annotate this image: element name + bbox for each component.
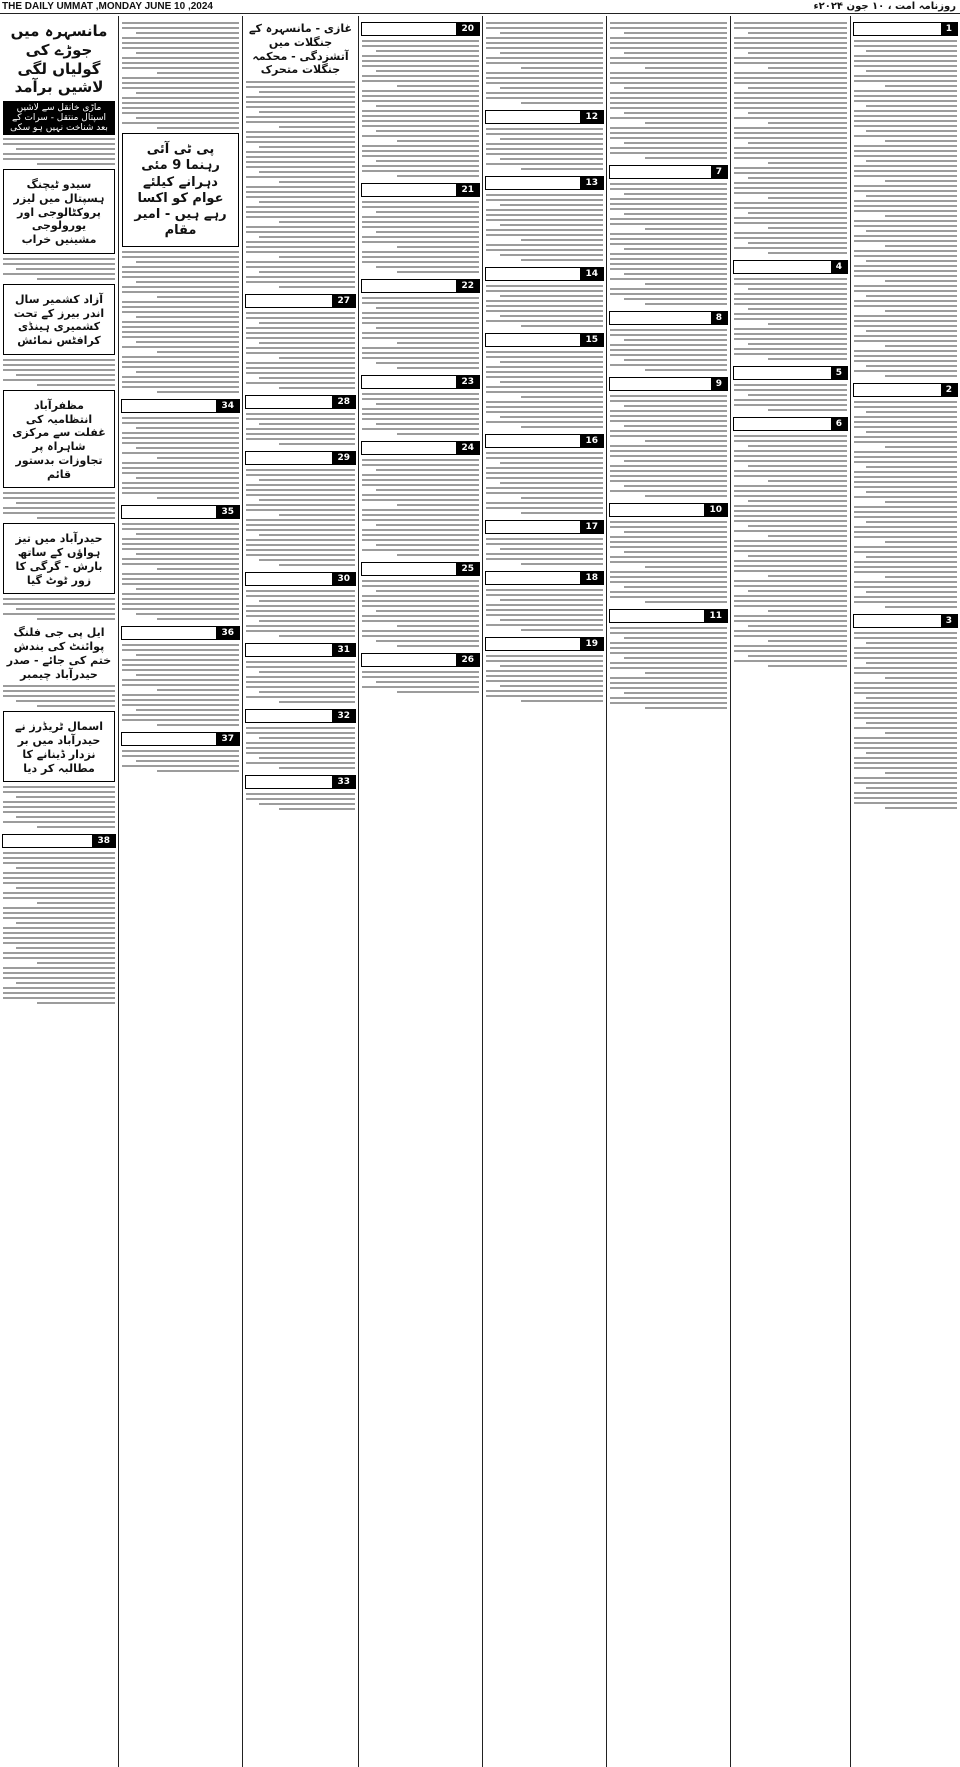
story-text bbox=[610, 395, 727, 497]
notice-number: 19 bbox=[580, 638, 603, 650]
notice-number: 38 bbox=[92, 835, 115, 847]
notice-number: 21 bbox=[456, 184, 479, 196]
story-text bbox=[3, 852, 115, 1004]
headline-hyderabad-rain: حیدرآباد میں تیز ہواؤں کے ساتھ بارش - گرگی کا زور ٹوٹ گیا bbox=[15, 532, 103, 587]
notice-tag bbox=[733, 260, 848, 274]
notice-tag bbox=[485, 434, 604, 448]
notice-number: 34 bbox=[216, 400, 239, 412]
notice-tag bbox=[121, 505, 240, 519]
notice-tag bbox=[361, 653, 480, 667]
headline-mansehra: مانسہرہ میں جوڑے کی گولیاں لگی لاشیں برآمد bbox=[10, 22, 108, 97]
story-text bbox=[486, 194, 603, 261]
notice-number: 36 bbox=[216, 627, 239, 639]
notice-tag bbox=[609, 311, 728, 325]
notice-tag bbox=[485, 110, 604, 124]
notice-tag bbox=[121, 399, 240, 413]
headline-saidu: سیدو ٹیچنگ ہسپتال میں لیزر پروکٹالوجی اور یورولوجی مشینیں خراب bbox=[13, 178, 105, 246]
notice-number: 22 bbox=[456, 280, 479, 292]
story-text bbox=[122, 750, 239, 772]
story-text bbox=[486, 128, 603, 170]
story-text bbox=[3, 359, 115, 386]
story-text bbox=[486, 285, 603, 327]
story-text bbox=[734, 435, 847, 667]
story-text bbox=[854, 401, 957, 608]
story-text bbox=[486, 22, 603, 104]
notice-number: 1 bbox=[941, 23, 957, 35]
story-text bbox=[362, 297, 479, 369]
notice-tag bbox=[485, 176, 604, 190]
notice-number: 11 bbox=[704, 610, 727, 622]
masthead-english: THE DAILY UMMAT ,MONDAY JUNE 10 ,2024 bbox=[2, 1, 213, 12]
story-text bbox=[246, 793, 355, 810]
notice-tag bbox=[2, 834, 116, 848]
newspaper-page bbox=[0, 16, 960, 1767]
notice-number: 13 bbox=[580, 177, 603, 189]
headline-ghazi: غازی - مانسہرہ کے جنگلات میں آتشزدگی - محکمہ جنگلات متحرک bbox=[249, 22, 352, 77]
notice-number: 33 bbox=[332, 776, 355, 788]
story-text bbox=[362, 201, 479, 273]
column-4 bbox=[482, 16, 606, 1767]
notice-tag bbox=[245, 395, 356, 409]
notice-tag bbox=[361, 562, 480, 576]
headline-box-traders bbox=[3, 711, 115, 782]
notice-tag bbox=[853, 22, 958, 36]
story-text bbox=[486, 538, 603, 565]
story-text bbox=[246, 469, 355, 566]
story-text bbox=[362, 40, 479, 177]
headline-box-muzaffarabad bbox=[3, 390, 115, 489]
story-text bbox=[486, 351, 603, 428]
notice-tag bbox=[733, 366, 848, 380]
notice-number: 30 bbox=[332, 573, 355, 585]
notice-tag bbox=[609, 165, 728, 179]
notice-number: 29 bbox=[332, 452, 355, 464]
notice-number: 14 bbox=[580, 268, 603, 280]
notice-tag bbox=[609, 609, 728, 623]
column-3 bbox=[606, 16, 730, 1767]
story-text bbox=[610, 22, 727, 159]
story-text bbox=[246, 727, 355, 769]
story-text bbox=[246, 81, 355, 288]
notice-number: 4 bbox=[831, 261, 847, 273]
notice-number: 5 bbox=[831, 367, 847, 379]
masthead bbox=[0, 0, 960, 14]
story-text bbox=[122, 22, 239, 129]
notice-number: 15 bbox=[580, 334, 603, 346]
notice-tag bbox=[853, 383, 958, 397]
story-text bbox=[486, 452, 603, 514]
notice-number: 20 bbox=[456, 23, 479, 35]
notice-number: 7 bbox=[711, 166, 727, 178]
notice-number: 9 bbox=[711, 378, 727, 390]
notice-tag bbox=[245, 643, 356, 657]
column-5 bbox=[358, 16, 482, 1767]
column-headlines bbox=[0, 16, 118, 1767]
notice-number: 23 bbox=[456, 376, 479, 388]
notice-number: 31 bbox=[332, 644, 355, 656]
masthead-urdu: روزنامہ امت ، ۱۰ جون ۲۰۲۴ء bbox=[813, 1, 956, 12]
column-2 bbox=[730, 16, 850, 1767]
notice-tag bbox=[121, 626, 240, 640]
headline-mansehra-sub: ماڑی خانقل سے لاشیں اسپتال منتقل - سرات کے بعد شناخت نہیں ہو سکی bbox=[3, 101, 115, 135]
story-text bbox=[122, 417, 239, 499]
notice-number: 25 bbox=[456, 563, 479, 575]
story-text bbox=[122, 523, 239, 620]
story-text bbox=[610, 627, 727, 709]
story-text bbox=[362, 393, 479, 435]
notice-number: 2 bbox=[941, 384, 957, 396]
notice-tag bbox=[609, 377, 728, 391]
notice-tag bbox=[361, 441, 480, 455]
notice-tag bbox=[609, 503, 728, 517]
headline-muzaffarabad: مظفرآباد انتظامیہ کی غفلت سے مرکزی شاہراہ پر تجاوزات بدستور قائم bbox=[12, 398, 106, 481]
notice-tag bbox=[245, 572, 356, 586]
story-text bbox=[610, 183, 727, 305]
story-text bbox=[610, 521, 727, 603]
headline-lpg: ایل پی جی فلنگ پوائنٹ کی بندش ختم کی جائے - صدر حیدرآباد چیمبر bbox=[6, 626, 112, 681]
notice-number: 26 bbox=[456, 654, 479, 666]
story-text bbox=[246, 312, 355, 389]
story-text bbox=[362, 459, 479, 556]
notice-number: 35 bbox=[216, 506, 239, 518]
notice-number: 32 bbox=[332, 710, 355, 722]
notice-number: 24 bbox=[456, 442, 479, 454]
notice-number: 18 bbox=[580, 572, 603, 584]
headline-ajk: آزاد کشمیر سال اندر بیرز کے تحت کشمیری ہینڈی کرافٹس نمائش bbox=[13, 292, 105, 347]
notice-tag bbox=[485, 637, 604, 651]
headline-box-ajk bbox=[3, 284, 115, 355]
notice-tag bbox=[245, 775, 356, 789]
headline-box-hyderabad-rain bbox=[3, 523, 115, 594]
story-text bbox=[610, 329, 727, 371]
story-text bbox=[486, 589, 603, 631]
story-text bbox=[3, 138, 115, 165]
notice-number: 10 bbox=[704, 504, 727, 516]
notice-tag bbox=[853, 614, 958, 628]
notice-number: 8 bbox=[711, 312, 727, 324]
notice-number: 12 bbox=[580, 111, 603, 123]
story-text bbox=[734, 22, 847, 254]
story-text bbox=[3, 685, 115, 707]
story-text bbox=[854, 40, 957, 377]
story-text bbox=[854, 632, 957, 809]
headline-box-pti bbox=[122, 133, 239, 247]
story-text bbox=[246, 661, 355, 703]
notice-number: 28 bbox=[332, 396, 355, 408]
notice-tag bbox=[245, 294, 356, 308]
notice-tag bbox=[485, 520, 604, 534]
notice-number: 37 bbox=[216, 733, 239, 745]
notice-tag bbox=[361, 375, 480, 389]
notice-tag bbox=[485, 267, 604, 281]
story-text bbox=[122, 644, 239, 726]
notice-tag bbox=[121, 732, 240, 746]
column-6 bbox=[242, 16, 358, 1767]
notice-tag bbox=[733, 417, 848, 431]
story-text bbox=[486, 655, 603, 702]
story-text bbox=[3, 258, 115, 280]
story-text bbox=[3, 598, 115, 620]
notice-tag bbox=[245, 451, 356, 465]
notice-tag bbox=[361, 279, 480, 293]
headline-box-saidu bbox=[3, 169, 115, 254]
story-text bbox=[122, 251, 239, 393]
column-1 bbox=[850, 16, 960, 1767]
story-text bbox=[246, 413, 355, 445]
notice-tag bbox=[485, 333, 604, 347]
notice-tag bbox=[485, 571, 604, 585]
notice-number: 3 bbox=[941, 615, 957, 627]
story-text bbox=[3, 492, 115, 519]
story-text bbox=[734, 384, 847, 411]
notice-number: 16 bbox=[580, 435, 603, 447]
notice-tag bbox=[245, 709, 356, 723]
story-text bbox=[362, 580, 479, 647]
notice-tag bbox=[361, 22, 480, 36]
notice-tag bbox=[361, 183, 480, 197]
headline-traders: اسمال ٹریڈرز نے حیدرآباد میں بر نزدار ڈینانے کا مطالبہ کر دیا bbox=[15, 720, 103, 775]
notice-number: 17 bbox=[580, 521, 603, 533]
column-7 bbox=[118, 16, 242, 1767]
story-text bbox=[3, 786, 115, 828]
story-text bbox=[246, 590, 355, 637]
notice-number: 6 bbox=[831, 418, 847, 430]
story-text bbox=[362, 671, 479, 693]
story-text bbox=[734, 278, 847, 360]
notice-number: 27 bbox=[332, 295, 355, 307]
headline-pti: پی ٹی آئی رہنما 9 مئی دہرانے کیلئے عوام کو اکسا رہے ہیں - امیر مقام bbox=[134, 142, 227, 239]
